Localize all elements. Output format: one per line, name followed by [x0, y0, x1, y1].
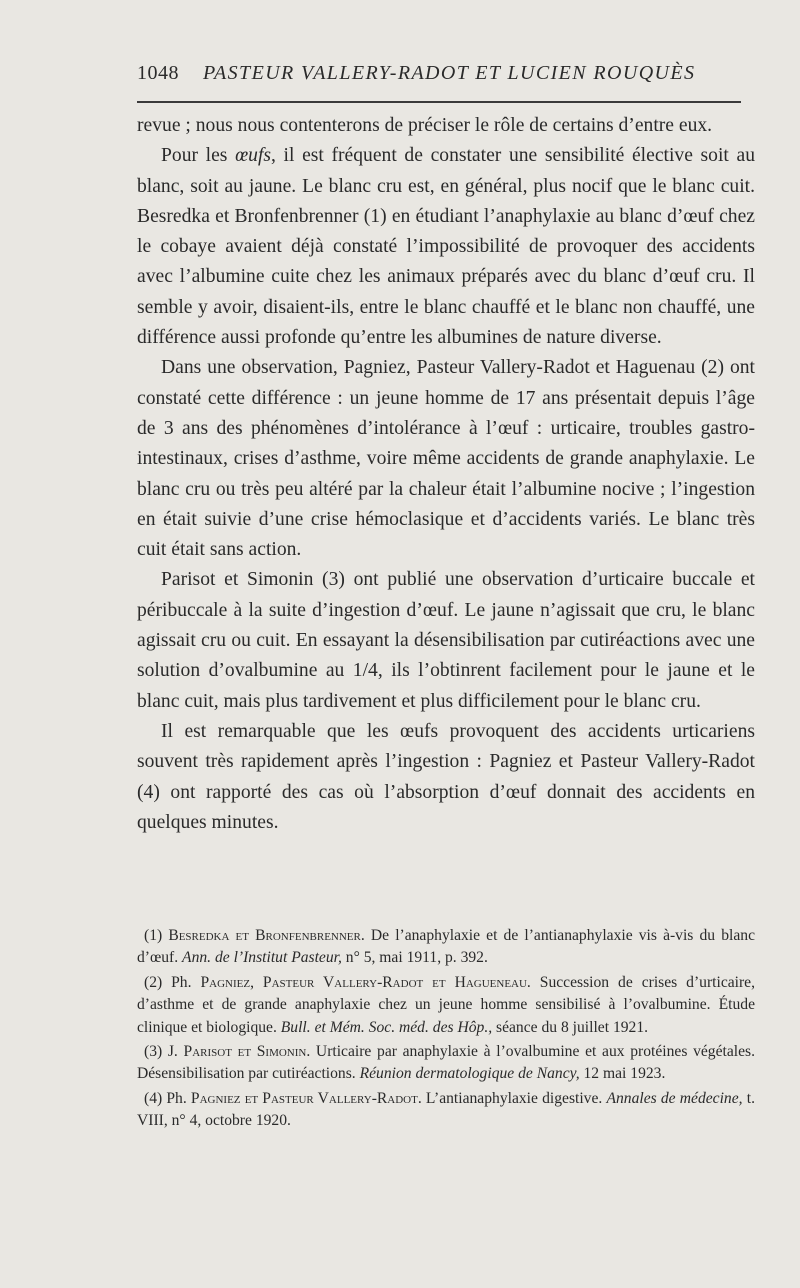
footnote-4-end: t. VIII, n° 4, octobre 1920. — [137, 1089, 755, 1130]
footnote-2-end: séance du 8 juillet 1921. — [492, 1018, 649, 1036]
header-rule — [137, 101, 741, 103]
footnote-2-authors: Pagniez, Pasteur Vallery-Radot et Hagueneau. — [200, 973, 531, 991]
footnote-3 — [137, 1041, 755, 1086]
paragraph-2-italic: œufs — [235, 145, 272, 167]
page-header — [137, 62, 741, 92]
footnote-2-text: Succession de crises d’urticaire, d’asthme et de grande anaphylaxie chez un jeune homme sensibilisé à l’ovalbumine. Étude clinique et biologique. — [137, 973, 756, 1036]
footnote-1 — [137, 925, 755, 970]
footnote-3-number: (3) J. — [144, 1043, 184, 1061]
paragraph-4: Parisot et Simonin (3) ont publié une observation d’urticaire buccale et péribuccale à la suite d’ingestion d’œuf. Le jaune n’agissait que cru, le blanc agissait cru ou cuit. En essayant la désensibilisation par cutiréactions avec une solution d’ovalbumine au 1/4, ils l’obtinrent facilement pour le jaune et le blanc cuit, mais plus tardivement et plus difficilement pour le blanc cru. — [137, 569, 755, 712]
footnote-1-text: De l’anaphylaxie et de l’antianaphylaxie vis à-vis du blanc d’œuf. — [137, 927, 755, 967]
paragraph-2-text: Pour les — [161, 145, 236, 167]
footnote-3-authors: Parisot et Simonin. — [183, 1043, 311, 1061]
footnote-1-end: n° 5, mai 1911, p. 392. — [341, 949, 488, 967]
footnote-4-number: (4) Ph. — [144, 1089, 191, 1107]
footnote-4 — [137, 1088, 755, 1133]
running-title: PASTEUR VALLERY-RADOT ET LUCIEN ROUQUÈS — [203, 62, 696, 84]
footnote-2-number: (2) Ph. — [144, 973, 201, 991]
footnote-1-authors: Besredka et Bronfenbrenner. — [168, 927, 365, 944]
footnote-4-authors: Pagniez et Pasteur Vallery-Radot. — [190, 1089, 422, 1107]
main-text — [137, 111, 755, 838]
paragraph-3: Dans une observation, Pagniez, Pasteur Vallery-Radot et Haguenau (2) ont constaté cette différence : un jeune homme de 17 ans présentait depuis l’âge de 3 ans des phénomènes d’intolérance à l’œuf : urticaire, troubles gastro-intestinaux, crises d’asthme, voire même accidents de grande anaphylaxie. Le blanc cru ou très peu altéré par la chaleur était l’albumine nocive ; l’ingestion en était suivie d’une crise hémoclasique et d’accidents variés. Le blanc très cuit était sans action. — [137, 357, 755, 561]
footnote-3-journal: Réunion dermatologique de Nancy, — [359, 1065, 580, 1083]
footnote-3-end: 12 mai 1923. — [579, 1065, 666, 1083]
footnote-4-text: L’antianaphylaxie digestive. — [421, 1089, 607, 1107]
footnote-1-journal: Ann. de l’Institut Pasteur, — [182, 949, 342, 967]
page-number: 1048 — [137, 62, 179, 84]
paragraph-5: Il est remarquable que les œufs provoquent des accidents urticariens souvent très rapidement après l’ingestion : Pagniez et Pasteur Vallery-Radot (4) ont rapporté des cas où l’absorption d’œuf donnait des accidents en quelques minutes. — [137, 720, 755, 833]
footnote-1-number: (1) — [144, 927, 169, 944]
footnote-3-text: Urticaire par anaphylaxie à l’ovalbumine et aux protéines végétales. Désensibilisation par cutiréactions. — [137, 1043, 755, 1083]
paragraph-1: revue ; nous nous contenterons de préciser le rôle de certains d’entre eux. — [137, 115, 713, 136]
paragraph-2 — [137, 141, 755, 353]
footnote-2-journal: Bull. et Mém. Soc. méd. des Hôp., — [280, 1018, 493, 1036]
footnote-2 — [137, 972, 755, 1039]
footnotes — [137, 925, 755, 1133]
paragraph-2-text-rest: , il est fréquent de constater une sensibilité élective soit au blanc, soit au jaune. Le blanc cru est, en général, plus nocif que le blanc cuit. Besredka et Bronfenbrenner (1) en étudiant l’anaphylaxie au blanc d’œuf chez le cobaye avaient déjà constaté l’impossibilité de provoquer des accidents avec l’albumine cuite chez les animaux préparés avec du blanc d’œuf cru. Il semble y avoir, disaient-ils, entre le blanc chauffé et le blanc non chauffé, une différence aussi profonde qu’entre les albumines de nature diverse. — [137, 145, 755, 349]
footnote-4-journal: Annales de médecine, — [606, 1089, 743, 1107]
